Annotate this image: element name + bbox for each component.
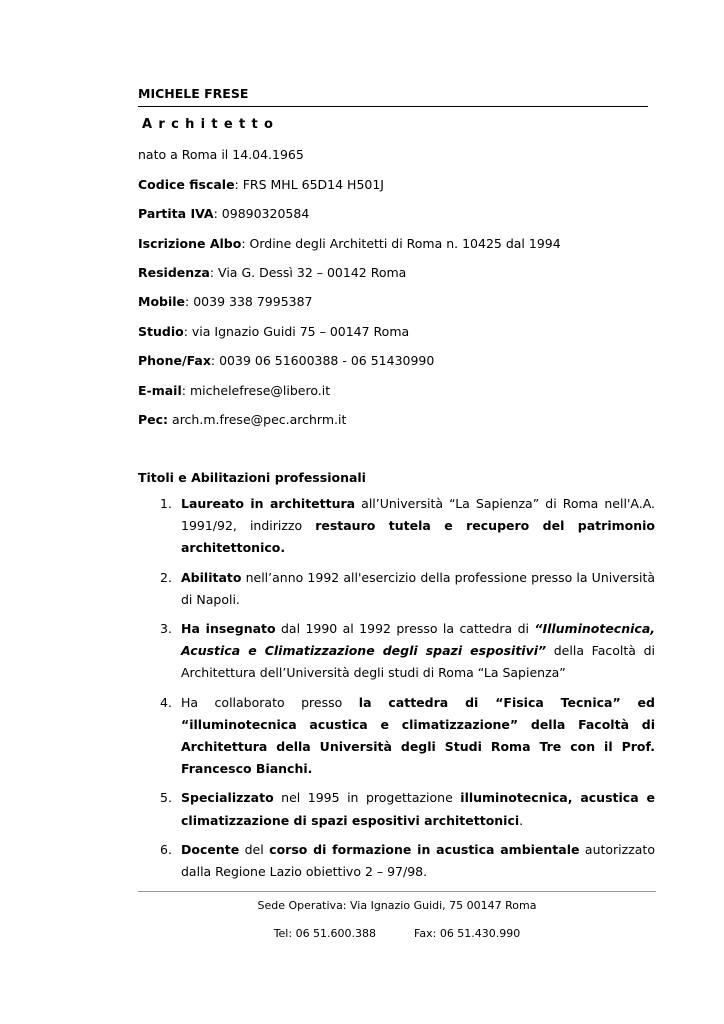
list-item-number: 2. [160,569,172,585]
section-title: Titoli e Abilitazioni professionali [138,470,366,485]
profession-title: Architetto [142,117,280,132]
footer-fax: Fax: 06 51.430.990 [414,927,521,940]
phone-fax-info [138,353,434,369]
list-item-text [181,692,655,781]
info-value: : 0039 06 51600388 - 06 51430990 [210,353,435,368]
info-value: arch.m.frese@pec.archrm.it [168,412,347,427]
footer-tel: Tel: 06 51.600.388 [273,927,377,940]
list-item-number: 5. [160,790,172,806]
info-value: : michelefrese@libero.it [181,383,331,398]
list-item-text-part: Abilitato [181,569,242,585]
qualifications-list [160,493,655,890]
list-item-text-part: . [519,812,524,828]
list-item-text-part: Ha collaborato presso [181,694,359,710]
person-name: MICHELE FRESE [138,86,249,101]
registration-info [138,236,561,252]
list-item-text-part: nell’anno 1992 all'esercizio della professione presso la Università di Napoli. [181,569,655,607]
list-item-text-part: del [239,841,270,857]
list-item-text-part: dal 1990 al 1992 presso la cattedra di [275,621,535,637]
list-item-text [181,787,655,831]
list-item-number: 1. [160,496,172,511]
list-item-text-part: all’Università “La Sapienza” di Roma nell'A.A. 1991/92, indirizzo [181,496,655,534]
list-item-text-part: restauro tutela e recupero del patrimonio architettonico. [181,518,655,556]
list-item-text-part: Laureato in architettura [181,496,356,511]
studio-info [138,324,409,340]
list-item-text-part: della Facoltà di Architettura dell’Università degli studi di Roma “La Sapienza” [181,643,655,681]
pec-info [138,412,346,428]
info-value: : Via G. Dessì 32 – 00142 Roma [209,265,407,280]
list-item-number: 3. [160,621,172,637]
list-item-text [181,567,655,611]
header-divider [138,106,648,107]
list-item [160,692,655,781]
list-item-text-part: “Illuminotecnica, Acustica e Climatizzazione degli spazi espositivi” [181,621,655,659]
info-value: nato a Roma il 14.04.1965 [138,147,304,162]
list-item-text-part: corso di formazione in acustica ambientale [269,841,580,857]
info-label: Studio [138,324,184,339]
info-label: Phone/Fax [138,353,211,368]
list-item [160,567,655,611]
list-item-text [181,493,655,560]
fiscal-code-info [138,177,384,193]
list-item-text [181,839,655,883]
info-value: : FRS MHL 65D14 H501J [234,177,384,192]
info-label: Residenza [138,265,210,280]
mobile-info [138,294,313,310]
footer-address: Sede Operativa: Via Ignazio Guidi, 75 00147 Roma [257,899,537,912]
list-item-text-part: illuminotecnica, acustica e climatizzazione di spazi espositivi architettonici [181,790,655,828]
list-item-text-part: Docente [181,841,240,857]
info-label: Iscrizione Albo [138,236,242,251]
list-item-text-part: la cattedra di “Fisica Tecnica” ed “illuminotecnica acustica e climatizzazione” della Facoltà di Architettura della Università degli Studi Roma Tre con il Prof. Francesco Bianchi. [181,694,655,777]
list-item [160,787,655,831]
info-label: Mobile [138,294,186,309]
info-value: : 0039 338 7995387 [185,294,313,309]
list-item [160,618,655,685]
info-label: E-mail [138,383,182,398]
list-item-text-part: Ha insegnato [181,621,276,637]
list-item-text-part: Specializzato [181,790,274,806]
footer-contacts [138,927,656,941]
list-item-text-part: nel 1995 in progettazione [273,790,461,806]
list-item-text-part: autorizzato dalla Regione Lazio obiettivo 2 – 97/98. [181,841,655,880]
info-label: Partita IVA [138,206,214,221]
info-value: : 09890320584 [213,206,310,221]
info-value: : Ordine degli Architetti di Roma n. 10425 dal 1994 [241,236,561,251]
footer-divider [138,891,656,892]
info-label: Codice fiscale [138,177,235,192]
list-item-number: 6. [160,841,172,857]
birth-info [138,147,304,163]
info-value: : via Ignazio Guidi 75 – 00147 Roma [183,324,410,339]
list-item [160,839,655,883]
vat-number-info [138,206,309,222]
info-label: Pec: [138,412,169,427]
residence-info [138,265,406,281]
list-item-text [181,618,655,685]
email-info [138,383,330,399]
list-item [160,493,655,560]
list-item-number: 4. [160,694,172,710]
